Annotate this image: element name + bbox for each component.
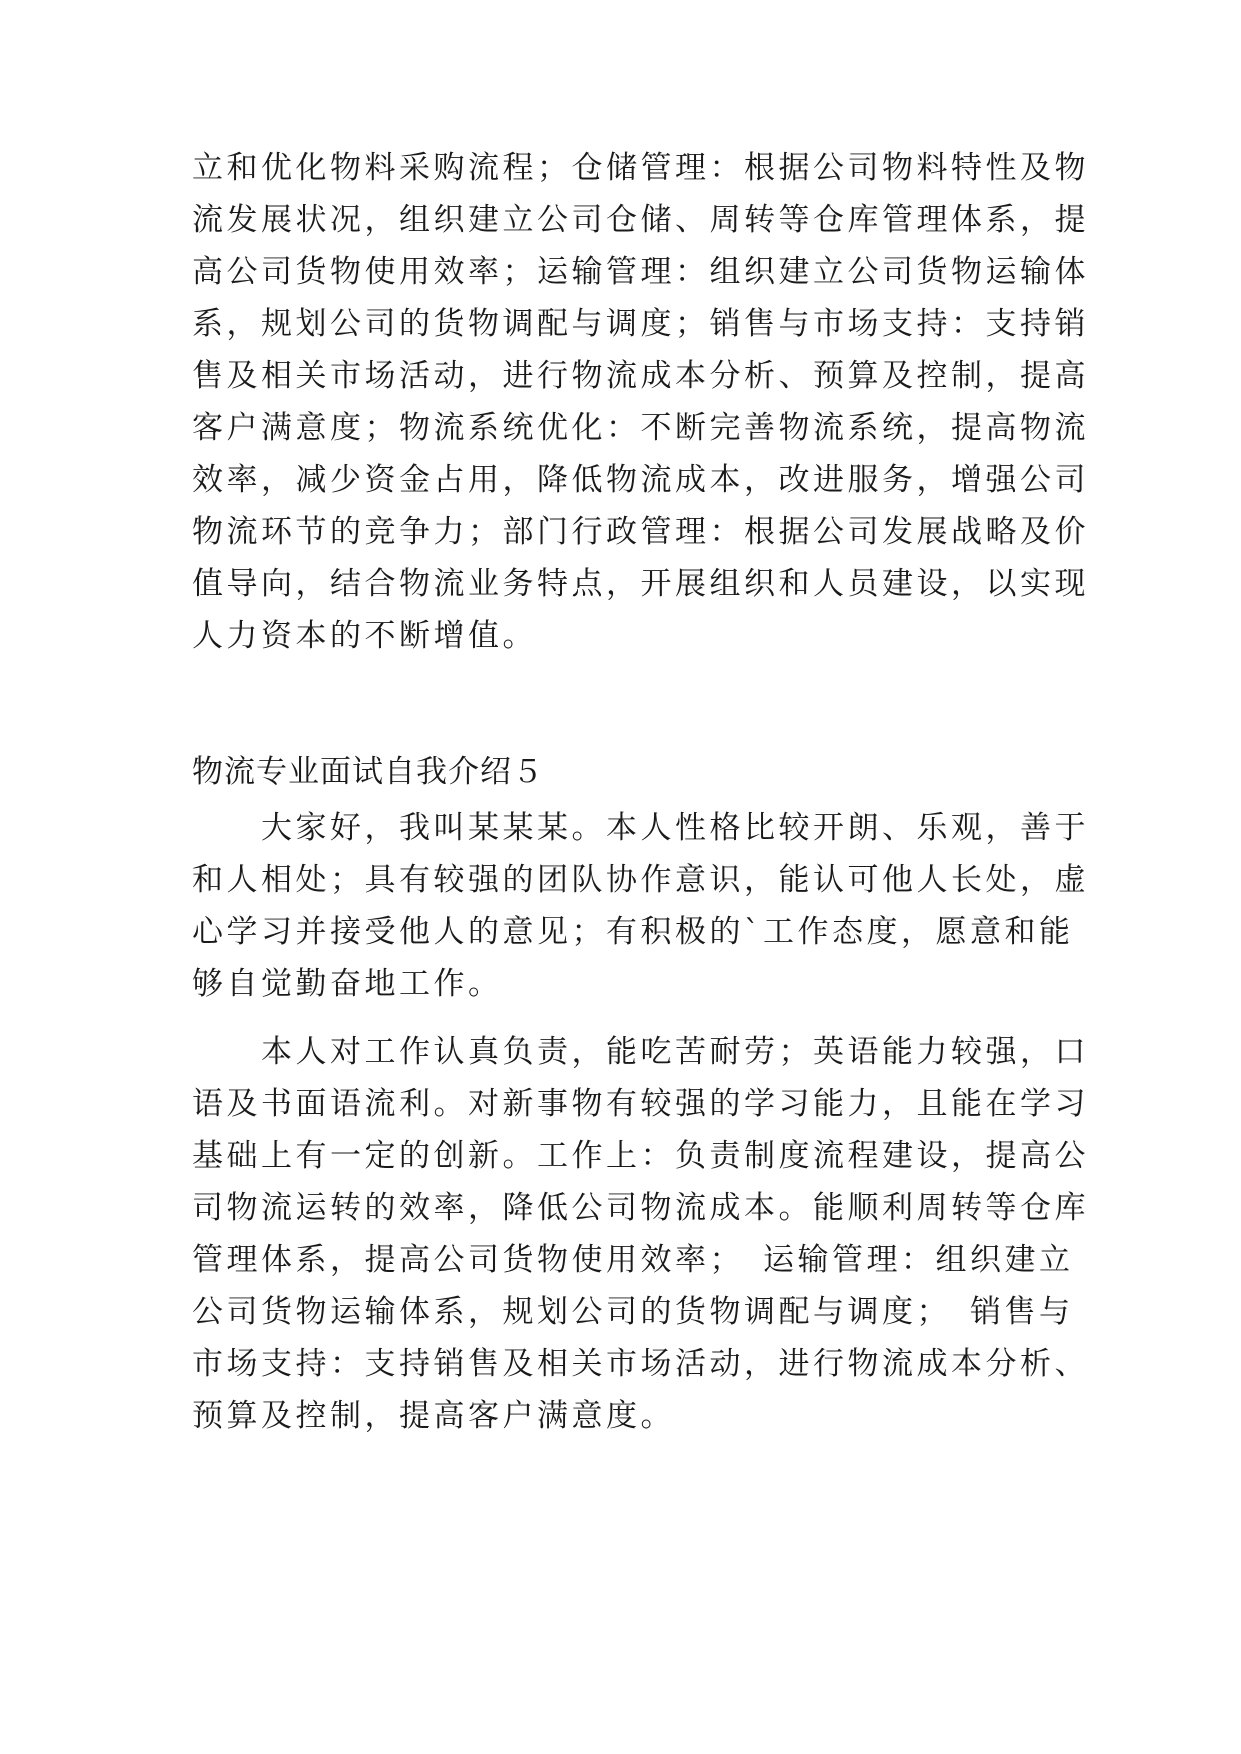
continuation-line: 人力资本的不断增值。 [192, 618, 537, 654]
continuation-line: 流发展状况，组织建立公司仓储、周转等仓库管理体系，提 [192, 202, 1089, 238]
continuation-line: 值导向，结合物流业务特点，开展组织和人员建设，以实现 [192, 566, 1089, 602]
paragraph-line: 公司货物运输体系，规划公司的货物调配与调度； 销售与 [192, 1294, 1074, 1330]
continuation-line: 系，规划公司的货物调配与调度；销售与市场支持：支持销 [192, 306, 1089, 342]
paragraph-line: 本人对工作认真负责，能吃苦耐劳；英语能力较强，口 [192, 1034, 1089, 1070]
paragraph-line: 管理体系，提高公司货物使用效率； 运输管理：组织建立 [192, 1242, 1074, 1278]
paragraph-line: 大家好，我叫某某某。本人性格比较开朗、乐观，善于 [192, 810, 1089, 846]
paragraph-line: 够自觉勤奋地工作。 [192, 966, 503, 1002]
continuation-line: 客户满意度；物流系统优化：不断完善物流系统，提高物流 [192, 410, 1089, 446]
paragraph-line: 基础上有一定的创新。工作上：负责制度流程建设，提高公 [192, 1138, 1089, 1174]
paragraph-line: 市场支持：支持销售及相关市场活动，进行物流成本分析、 [192, 1346, 1089, 1382]
continuation-line: 高公司货物使用效率；运输管理：组织建立公司货物运输体 [192, 254, 1089, 290]
paragraph-line: 心学习并接受他人的意见；有积极的`工作态度，愿意和能 [192, 914, 1074, 950]
paragraph-line: 和人相处；具有较强的团队协作意识，能认可他人长处，虚 [192, 862, 1089, 898]
paragraph-line: 预算及控制，提高客户满意度。 [192, 1398, 675, 1434]
continuation-line: 售及相关市场活动，进行物流成本分析、预算及控制，提高 [192, 358, 1089, 394]
paragraph-line: 司物流运转的效率，降低公司物流成本。能顺利周转等仓库 [192, 1190, 1089, 1226]
continuation-line: 效率，减少资金占用，降低物流成本，改进服务，增强公司 [192, 462, 1089, 498]
section-heading: 物流专业面试自我介绍５ [192, 754, 544, 790]
continuation-line: 物流环节的竞争力；部门行政管理：根据公司发展战略及价 [192, 514, 1089, 550]
continuation-line: 立和优化物料采购流程；仓储管理：根据公司物料特性及物 [192, 150, 1089, 186]
paragraph-line: 语及书面语流利。对新事物有较强的学习能力，且能在学习 [192, 1086, 1089, 1122]
